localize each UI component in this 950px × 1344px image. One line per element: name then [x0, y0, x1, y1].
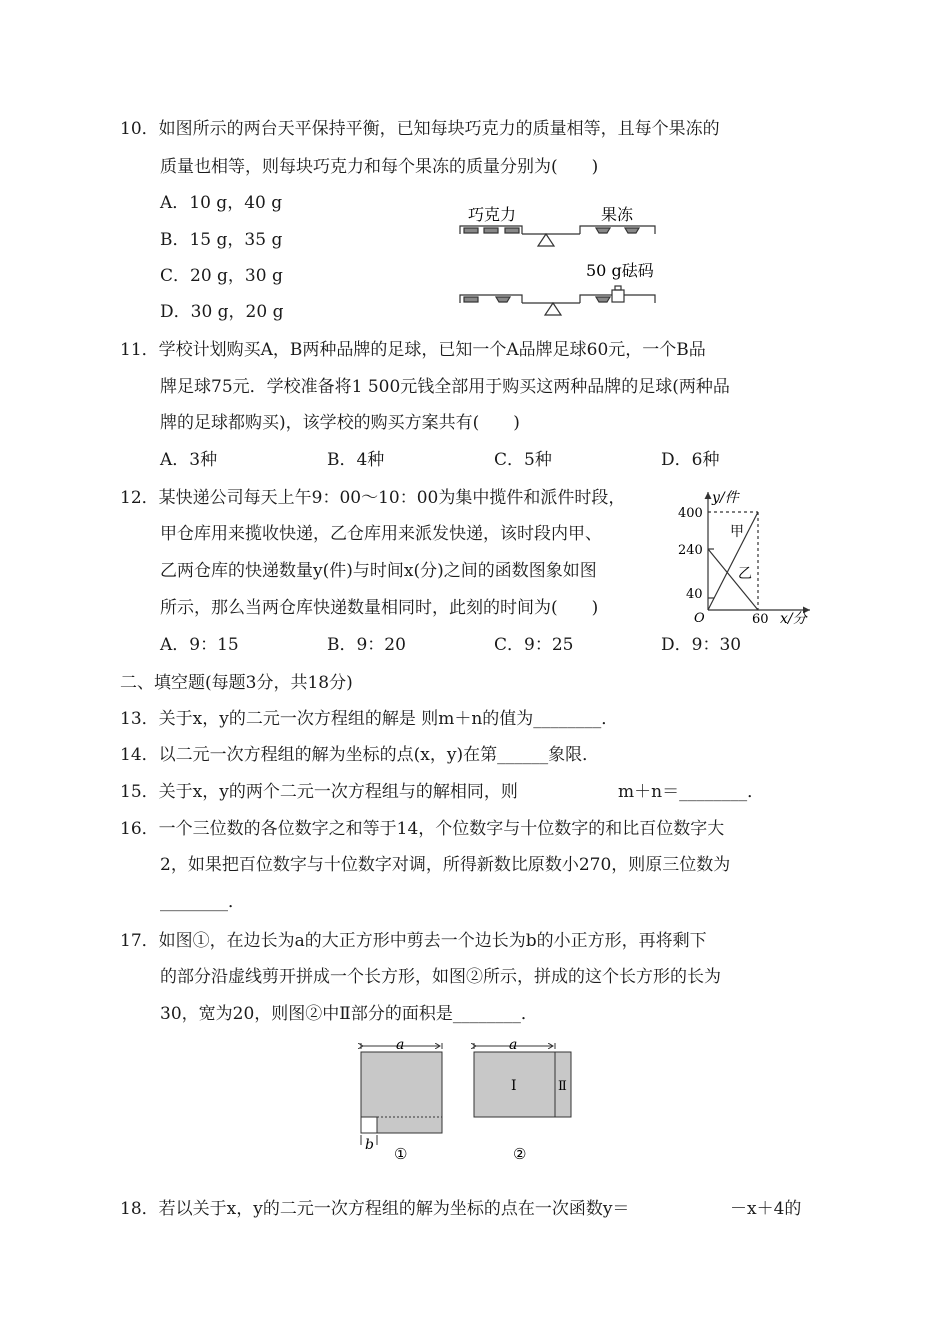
chocolate-label: 巧克力: [468, 205, 517, 224]
q11-option-a: A．3种: [160, 450, 218, 470]
q12-option-a: A．9：15: [160, 635, 239, 655]
graph-tick-60: 60: [752, 612, 769, 627]
q11-line2: 牌足球75元．学校准备将1 500元钱全部用于购买这两种品牌的足球(两种品: [160, 377, 730, 397]
weight-label: 50 g砝码: [586, 261, 654, 280]
graph-tick-240: 240: [678, 543, 703, 558]
graph-origin: O: [694, 611, 705, 626]
fig2-caption: ②: [513, 1145, 527, 1163]
graph-ylabel: y/件: [712, 490, 739, 506]
q10-option-a: A．10 g，40 g: [160, 193, 283, 213]
q12-line4: 所示，那么当两仓库快递数量相同时，此刻的时间为( ): [160, 598, 599, 618]
fig1-caption: ①: [394, 1145, 408, 1163]
fig2-label-II: Ⅱ: [558, 1079, 567, 1094]
graph-tick-400: 400: [678, 506, 703, 521]
graph-tick-40: 40: [686, 587, 703, 602]
q12-line1: 12．某快递公司每天上午9：00～10：00为集中揽件和派件时段，: [120, 488, 626, 508]
q15-part2: m＋n＝________．: [618, 782, 765, 802]
q12-line3: 乙两仓库的快递数量y(件)与时间x(分)之间的函数图象如图: [160, 561, 597, 581]
fig1-b-label: b: [365, 1137, 374, 1153]
q16-line1: 16．一个三位数的各位数字之和等于14，个位数字与十位数字的和比百位数字大: [120, 819, 725, 839]
q10-line1: 10．如图所示的两台天平保持平衡，已知每块巧克力的质量相等，且每个果冻的: [120, 119, 720, 139]
q12-option-c: C．9：25: [494, 635, 574, 655]
q16-line3: ________．: [160, 892, 245, 912]
fig1-a-label: a: [396, 1037, 405, 1053]
q11-line1: 11．学校计划购买A，B两种品牌的足球，已知一个A品牌足球60元，一个B品: [120, 340, 706, 360]
function-graph: [672, 482, 817, 627]
q11-option-c: C．5种: [494, 450, 552, 470]
q10-option-d: D．30 g，20 g: [160, 302, 284, 322]
q17-line1: 17．如图①，在边长为a的大正方形中剪去一个边长为b的小正方形，再将剩下: [120, 931, 707, 951]
q11-option-b: B．4种: [327, 450, 385, 470]
fig2-label-I: Ⅰ: [511, 1078, 517, 1094]
q16-line2: 2，如果把百位数字与十位数字对调，所得新数比原数小270，则原三位数为: [160, 855, 731, 875]
q10-option-c: C．20 g，30 g: [160, 266, 283, 286]
square-figures: [350, 1035, 580, 1170]
fig2-a-label: a: [509, 1037, 518, 1053]
q11-line3: 牌的足球都购买)，该学校的购买方案共有( ): [160, 413, 520, 433]
q18-part1: 18．若以关于x，y的二元一次方程组的解为坐标的点在一次函数y＝: [120, 1199, 630, 1219]
q11-option-d: D．6种: [661, 450, 720, 470]
q14: 14．以二元一次方程组的解为坐标的点(x，y)在第______象限．: [120, 745, 600, 765]
q13: 13．关于x，y的二元一次方程组的解是 则m＋n的值为________．: [120, 709, 619, 729]
q15-part1: 15．关于x，y的两个二元一次方程组与的解相同，则: [120, 782, 518, 802]
graph-label-yi: 乙: [738, 566, 752, 582]
q10-line2: 质量也相等，则每块巧克力和每个果冻的质量分别为( ): [160, 157, 599, 177]
q17-line2: 的部分沿虚线剪开拼成一个长方形，如图②所示，拼成的这个长方形的长为: [160, 967, 721, 987]
graph-label-jia: 甲: [730, 524, 744, 540]
q12-option-d: D．9：30: [661, 635, 742, 655]
q18-part2: －x＋4的: [730, 1199, 802, 1219]
q12-line2: 甲仓库用来揽收快递，乙仓库用来派发快递，该时段内甲、: [160, 524, 602, 544]
q12-option-b: B．9：20: [327, 635, 406, 655]
section-2-heading: 二、填空题(每题3分，共18分): [120, 673, 353, 693]
q17-line3: 30，宽为20，则图②中Ⅱ部分的面积是________．: [160, 1004, 538, 1024]
q10-option-b: B．15 g，35 g: [160, 230, 283, 250]
graph-xlabel: x/分: [780, 611, 807, 627]
balance-figure: [450, 198, 665, 324]
jelly-label: 果冻: [601, 205, 634, 224]
